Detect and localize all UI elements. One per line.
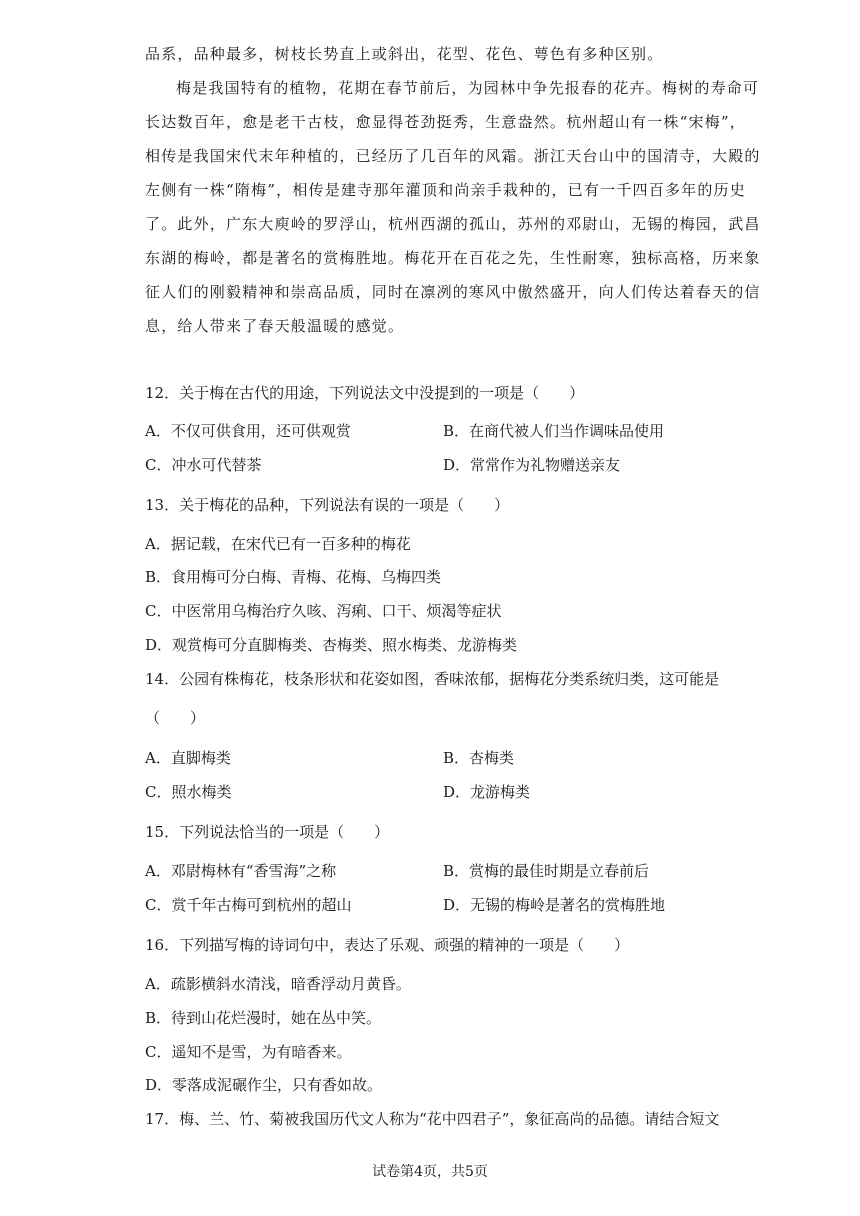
option-13-c[interactable]: C．中医常用乌梅治疗久咳、泻痢、口干、烦渴等症状 <box>145 602 502 620</box>
option-14-a[interactable]: A．直脚梅类 <box>145 749 231 767</box>
question-14-stem: 14．公园有株梅花，枝条形状和花姿如图，香味浓郁，据梅花分类系统归类，这可能是 <box>145 670 720 688</box>
question-12-stem: 12．关于梅在古代的用途，下列说法文中没提到的一项是（ ） <box>145 384 585 402</box>
passage-line: 东湖的梅岭，都是著名的赏梅胜地。梅花开在百花之先，生性耐寒，独标高格，历来象 <box>145 249 761 267</box>
option-12-d[interactable]: D．常常作为礼物赠送亲友 <box>443 456 621 474</box>
option-15-c[interactable]: C．赏千年古梅可到杭州的超山 <box>145 896 352 914</box>
option-12-a[interactable]: A．不仅可供食用，还可供观赏 <box>145 422 351 440</box>
option-15-b[interactable]: B．赏梅的最佳时期是立春前后 <box>443 862 650 880</box>
option-13-b[interactable]: B．食用梅可分白梅、青梅、花梅、乌梅四类 <box>145 568 442 586</box>
option-13-d[interactable]: D．观赏梅可分直脚梅类、杏梅类、照水梅类、龙游梅类 <box>145 636 518 654</box>
passage-line: 相传是我国宋代末年种植的，已经历了几百年的风霜。浙江天台山中的国清寺，大殿的 <box>145 147 761 165</box>
option-16-d[interactable]: D．零落成泥碾作尘，只有香如故。 <box>145 1076 383 1094</box>
question-17-stem: 17．梅、兰、竹、菊被我国历代文人称为“花中四君子”，象征高尚的品德。请结合短文 <box>145 1110 720 1128</box>
question-13-stem: 13．关于梅花的品种，下列说法有误的一项是（ ） <box>145 496 510 514</box>
passage-line: 息，给人带来了春天般温暖的感觉。 <box>145 317 405 335</box>
question-16-stem: 16．下列描写梅的诗词句中，表达了乐观、顽强的精神的一项是（ ） <box>145 936 630 954</box>
option-16-a[interactable]: A．疏影横斜水清浅，暗香浮动月黄昏。 <box>145 975 411 993</box>
passage-line: 品系，品种最多，树枝长势直上或斜出，花型、花色、萼色有多种区别。 <box>145 45 664 63</box>
passage-line: 长达数百年，愈是老干古枝，愈显得苍劲挺秀，生意盎然。杭州超山有一株“宋梅”， <box>145 113 746 131</box>
option-14-b[interactable]: B．杏梅类 <box>443 749 515 767</box>
option-12-c[interactable]: C．冲水可代替茶 <box>145 456 262 474</box>
question-14-stem-cont: （ ） <box>145 709 206 727</box>
option-13-a[interactable]: A．据记载，在宋代已有一百多种的梅花 <box>145 535 411 553</box>
passage-line: 梅是我国特有的植物，花期在春节前后，为园林中争先报春的花卉。梅树的寿命可 <box>176 79 760 97</box>
option-14-d[interactable]: D．龙游梅类 <box>443 783 531 801</box>
option-14-c[interactable]: C．照水梅类 <box>145 783 232 801</box>
passage-line: 了。此外，广东大庾岭的罗浮山，杭州西湖的孤山，苏州的邓尉山，无锡的梅园，武昌 <box>145 215 761 233</box>
option-16-c[interactable]: C．遥知不是雪，为有暗香来。 <box>145 1043 352 1061</box>
option-15-d[interactable]: D．无锡的梅岭是著名的赏梅胜地 <box>443 896 666 914</box>
passage-line: 左侧有一株“隋梅”，相传是建寺那年灌顶和尚亲手栽种的，已有一千四百多年的历史 <box>145 181 746 199</box>
option-12-b[interactable]: B．在商代被人们当作调味品使用 <box>443 422 665 440</box>
page-footer: 试卷第4页，共5页 <box>372 1164 488 1180</box>
passage-line: 征人们的刚毅精神和崇高品质，同时在凛冽的寒风中傲然盛开，向人们传达着春天的信 <box>145 283 761 301</box>
option-15-a[interactable]: A．邓尉梅林有“香雪海”之称 <box>145 862 337 880</box>
option-16-b[interactable]: B．待到山花烂漫时，她在丛中笑。 <box>145 1009 382 1027</box>
question-15-stem: 15．下列说法恰当的一项是（ ） <box>145 823 390 841</box>
